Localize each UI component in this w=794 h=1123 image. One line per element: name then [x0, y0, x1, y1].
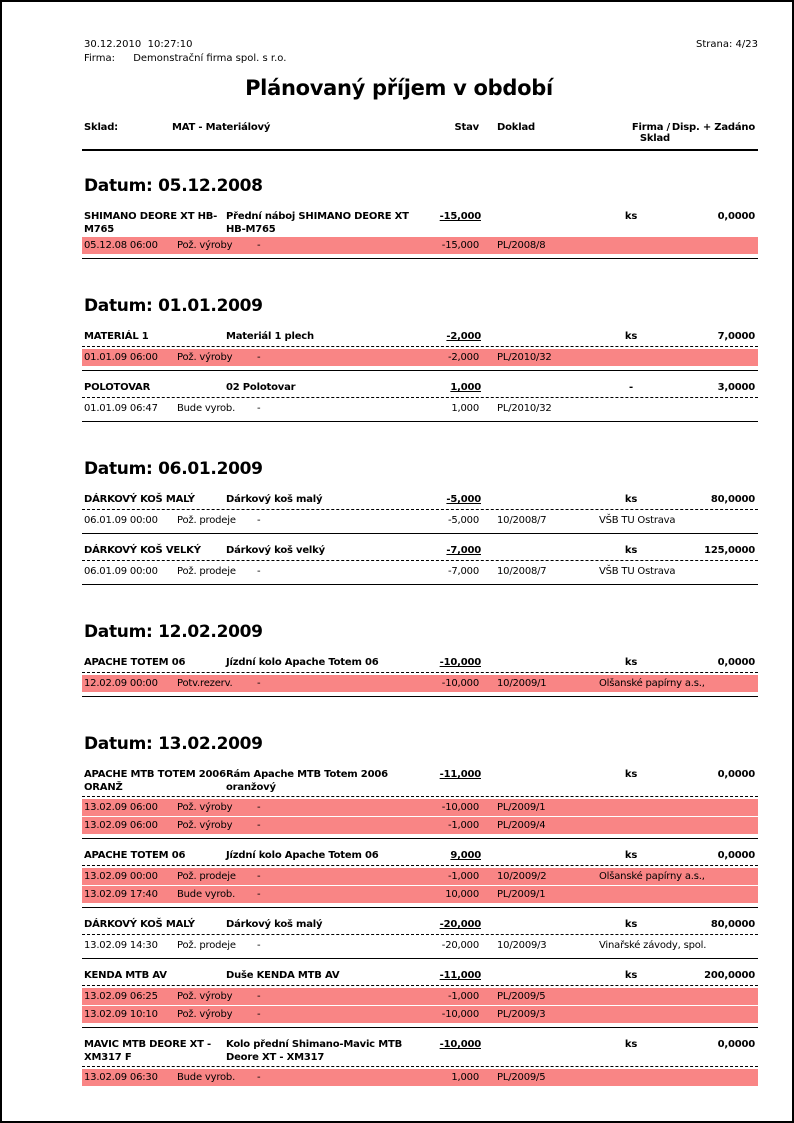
- detail-firma-sklad: [599, 351, 755, 364]
- detail-doklad: PL/2010/32: [497, 403, 552, 414]
- detail-datetime: 01.01.09 06:00: [84, 352, 158, 363]
- detail-row: [82, 799, 758, 816]
- detail-stav-value: -15,000: [441, 240, 479, 251]
- item-row: [82, 543, 758, 559]
- date-section: [82, 176, 758, 259]
- col-header-spacer: [479, 122, 497, 144]
- detail-spacer: [479, 870, 497, 883]
- detail-dash: -: [257, 678, 261, 689]
- detail-doklad: PL/2008/8: [497, 240, 546, 251]
- item-group: [82, 492, 758, 534]
- detail-dash: -: [257, 352, 261, 363]
- item-doklad-spacer: [481, 849, 601, 863]
- detail-stav-value: -2,000: [447, 352, 479, 363]
- item-description: Duše KENDA MTB AV: [226, 970, 340, 981]
- item-code: MAVIC MTB DEORE XT - XM317 F: [84, 1039, 211, 1063]
- item-description: Jízdní kolo Apache Totem 06: [226, 657, 379, 668]
- item-disp-value: 0,0000: [717, 657, 755, 668]
- item-doklad-spacer: [481, 493, 601, 507]
- item-stav-value: 9,000: [450, 850, 481, 861]
- item-description: Dárkový koš malý: [226, 919, 323, 930]
- item-group: [82, 543, 758, 585]
- detail-datetime: 13.02.09 06:00: [84, 802, 158, 813]
- report-meta-row: [82, 38, 758, 51]
- item-disp-value: 125,0000: [704, 545, 755, 556]
- detail-stav-value: -1,000: [447, 871, 479, 882]
- item-doklad-spacer: [481, 381, 601, 395]
- item-unit: ks: [624, 545, 638, 556]
- company-row: [82, 52, 758, 66]
- item-description: Dárkový koš velký: [226, 545, 325, 556]
- detail-dash: -: [257, 802, 261, 813]
- item-code: KENDA MTB AV: [84, 970, 167, 981]
- item-disp-value: 80,0000: [710, 494, 755, 505]
- item-doklad-spacer: [481, 768, 601, 794]
- detail-type: Pož. výroby: [177, 240, 233, 251]
- detail-row: [82, 1069, 758, 1086]
- detail-spacer: [479, 565, 497, 578]
- page-number: Strana: 4/23: [696, 39, 758, 50]
- item-description: Přední náboj SHIMANO DEORE XT HB-M765: [226, 211, 409, 235]
- dashed-divider: [82, 672, 758, 673]
- item-code: DÁRKOVÝ KOŠ MALÝ: [84, 494, 195, 505]
- dashed-divider: [82, 346, 758, 347]
- item-row: [82, 1037, 758, 1065]
- date-section: [82, 622, 758, 697]
- detail-doklad: 10/2008/7: [497, 566, 547, 577]
- date-heading: Datum: 05.12.2008: [84, 176, 263, 196]
- detail-doklad: 10/2008/7: [497, 515, 547, 526]
- detail-dash: -: [257, 940, 261, 951]
- detail-datetime: 13.02.09 14:30: [84, 940, 158, 951]
- detail-firma-sklad: [599, 402, 755, 415]
- item-stav-value: -2,000: [446, 331, 481, 342]
- item-unit: ks: [624, 494, 638, 505]
- item-unit: ks: [624, 970, 638, 981]
- detail-datetime: 13.02.09 00:00: [84, 871, 158, 882]
- detail-type: Bude vyrob.: [177, 889, 236, 900]
- item-row: [82, 968, 758, 984]
- item-stav-value: -20,000: [439, 919, 481, 930]
- detail-row: [82, 675, 758, 692]
- item-description: Kolo přední Shimano-Mavic MTB Deore XT - XM317: [226, 1039, 402, 1063]
- item-stav-value: -11,000: [439, 769, 481, 780]
- detail-type: Bude vyrob.: [177, 1072, 236, 1083]
- dashed-divider: [82, 865, 758, 866]
- item-doklad-spacer: [481, 544, 601, 558]
- item-disp-value: 200,0000: [704, 970, 755, 981]
- item-unit: ks: [624, 331, 638, 342]
- detail-row: [82, 817, 758, 834]
- detail-doklad: PL/2009/1: [497, 889, 546, 900]
- detail-dash: -: [257, 515, 261, 526]
- detail-stav-value: -20,000: [441, 940, 479, 951]
- detail-firma-sklad: VŠB TU Ostrava: [599, 515, 676, 526]
- detail-doklad: PL/2010/32: [497, 352, 552, 363]
- item-row: [82, 767, 758, 795]
- item-disp-value: 0,0000: [717, 850, 755, 861]
- detail-type: Pož. výroby: [177, 1009, 233, 1020]
- detail-dash: -: [257, 1072, 261, 1083]
- item-disp-value: 3,0000: [717, 382, 755, 393]
- detail-datetime: 13.02.09 10:10: [84, 1009, 158, 1020]
- detail-doklad: 10/2009/1: [497, 678, 547, 689]
- detail-doklad: PL/2009/5: [497, 1072, 546, 1083]
- print-datetime: 30.12.2010 10:27:10: [84, 39, 193, 50]
- detail-stav-value: 1,000: [451, 403, 479, 414]
- item-code: APACHE MTB TOTEM 2006 ORANŽ: [84, 769, 226, 793]
- detail-doklad: 10/2009/3: [497, 940, 547, 951]
- detail-stav-value: -7,000: [447, 566, 479, 577]
- detail-firma-sklad: [599, 239, 755, 252]
- detail-dash: -: [257, 991, 261, 1002]
- item-disp-value: 0,0000: [717, 211, 755, 222]
- col-header-disp-zadano: Disp. + Zadáno: [671, 122, 755, 133]
- item-unit: ks: [624, 657, 638, 668]
- detail-row: [82, 886, 758, 903]
- item-code: MATERIÁL 1: [84, 331, 149, 342]
- item-stav-value: -10,000: [439, 657, 481, 668]
- detail-type: Pož. prodeje: [177, 515, 236, 526]
- detail-firma-sklad: [599, 1008, 755, 1021]
- detail-stav-value: -10,000: [441, 1009, 479, 1020]
- detail-type: Pož. prodeje: [177, 566, 236, 577]
- detail-spacer: [479, 990, 497, 1003]
- item-description: Dárkový koš malý: [226, 494, 323, 505]
- detail-stav-value: 1,000: [451, 1072, 479, 1083]
- detail-row: [82, 868, 758, 885]
- detail-row: [82, 512, 758, 529]
- detail-datetime: 01.01.09 06:47: [84, 403, 158, 414]
- detail-doklad: PL/2009/5: [497, 991, 546, 1002]
- detail-datetime: 13.02.09 06:30: [84, 1072, 158, 1083]
- dashed-divider: [82, 985, 758, 986]
- item-row: [82, 209, 758, 237]
- detail-row: [82, 1006, 758, 1023]
- item-row: [82, 655, 758, 671]
- detail-dash: -: [257, 1009, 261, 1020]
- detail-spacer: [479, 888, 497, 901]
- detail-dash: -: [257, 889, 261, 900]
- item-code: POLOTOVAR: [84, 382, 151, 393]
- item-disp-value: 7,0000: [717, 331, 755, 342]
- date-heading: Datum: 13.02.2009: [84, 734, 263, 754]
- date-section: [82, 296, 758, 422]
- date-heading: Datum: 06.01.2009: [84, 459, 263, 479]
- item-row: [82, 380, 758, 396]
- dashed-divider: [82, 397, 758, 398]
- item-code: APACHE TOTEM 06: [84, 850, 186, 861]
- warehouse-value: MAT - Materiálový: [172, 122, 271, 133]
- report-content: [82, 38, 758, 1086]
- date-heading: Datum: 01.01.2009: [84, 296, 263, 316]
- detail-firma-sklad: [599, 990, 755, 1003]
- detail-row: [82, 988, 758, 1005]
- dashed-divider: [82, 934, 758, 935]
- detail-firma-sklad: [599, 819, 755, 832]
- detail-row: [82, 563, 758, 580]
- detail-firma-sklad: [599, 1071, 755, 1084]
- detail-dash: -: [257, 871, 261, 882]
- detail-stav-value: 10,000: [445, 889, 479, 900]
- dashed-divider: [82, 509, 758, 510]
- detail-dash: -: [257, 566, 261, 577]
- item-description: 02 Polotovar: [226, 382, 296, 393]
- item-doklad-spacer: [481, 330, 601, 344]
- detail-datetime: 06.01.09 00:00: [84, 515, 158, 526]
- item-code: DÁRKOVÝ KOŠ VELKÝ: [84, 545, 201, 556]
- detail-datetime: 13.02.09 06:00: [84, 820, 158, 831]
- item-doklad-spacer: [481, 656, 601, 670]
- warehouse-label: Sklad:: [84, 122, 118, 133]
- detail-spacer: [479, 351, 497, 364]
- detail-spacer: [479, 801, 497, 814]
- detail-type: Pož. výroby: [177, 820, 233, 831]
- detail-spacer: [479, 1071, 497, 1084]
- item-stav-value: -10,000: [439, 1039, 481, 1050]
- detail-doklad: PL/2009/1: [497, 802, 546, 813]
- detail-type: Pož. prodeje: [177, 871, 236, 882]
- dashed-divider: [82, 796, 758, 797]
- detail-stav-value: -5,000: [447, 515, 479, 526]
- detail-row: [82, 400, 758, 417]
- item-description: Materiál 1 plech: [226, 331, 314, 342]
- item-doklad-spacer: [481, 210, 601, 236]
- item-unit: ks: [624, 919, 638, 930]
- item-description: Rám Apache MTB Totem 2006 oranžový: [226, 769, 388, 793]
- item-group: [82, 848, 758, 908]
- item-code: DÁRKOVÝ KOŠ MALÝ: [84, 919, 195, 930]
- detail-datetime: 12.02.09 00:00: [84, 678, 158, 689]
- detail-type: Bude vyrob.: [177, 403, 236, 414]
- detail-datetime: 05.12.08 06:00: [84, 240, 158, 251]
- item-unit: ks: [624, 211, 638, 222]
- date-section: [82, 734, 758, 1086]
- item-group: [82, 767, 758, 839]
- detail-doklad: PL/2009/3: [497, 1009, 546, 1020]
- item-doklad-spacer: [481, 918, 601, 932]
- detail-spacer: [479, 677, 497, 690]
- detail-type: Potv.rezerv.: [177, 678, 233, 689]
- item-unit: ks: [624, 1039, 638, 1050]
- date-heading: Datum: 12.02.2009: [84, 622, 263, 642]
- detail-row: [82, 349, 758, 366]
- item-disp-value: 80,0000: [710, 919, 755, 930]
- item-group: [82, 917, 758, 959]
- detail-spacer: [479, 1008, 497, 1021]
- item-group: [82, 329, 758, 371]
- detail-spacer: [479, 514, 497, 527]
- detail-dash: -: [257, 403, 261, 414]
- col-header-stav: Stav: [454, 122, 479, 133]
- detail-dash: -: [257, 240, 261, 251]
- detail-spacer: [479, 819, 497, 832]
- detail-doklad: PL/2009/4: [497, 820, 546, 831]
- item-stav-value: -5,000: [446, 494, 481, 505]
- detail-type: Pož. prodeje: [177, 940, 236, 951]
- item-doklad-spacer: [481, 969, 601, 983]
- item-unit: ks: [624, 850, 638, 861]
- detail-firma-sklad: [599, 888, 755, 901]
- item-stav-value: -11,000: [439, 970, 481, 981]
- detail-spacer: [479, 939, 497, 952]
- item-group: [82, 968, 758, 1028]
- table-column-header: [82, 122, 758, 151]
- item-code: SHIMANO DEORE XT HB-M765: [84, 211, 218, 235]
- item-description: Jízdní kolo Apache Totem 06: [226, 850, 379, 861]
- detail-doklad: 10/2009/2: [497, 871, 547, 882]
- dashed-divider: [82, 560, 758, 561]
- item-row: [82, 329, 758, 345]
- detail-stav-value: -1,000: [447, 820, 479, 831]
- date-sections: [82, 176, 758, 1086]
- detail-row: [82, 237, 758, 254]
- item-group: [82, 209, 758, 259]
- detail-datetime: 06.01.09 00:00: [84, 566, 158, 577]
- date-section: [82, 459, 758, 585]
- detail-firma-sklad: [599, 801, 755, 814]
- item-doklad-spacer: [481, 1038, 601, 1064]
- item-stav-value: -7,000: [446, 545, 481, 556]
- detail-firma-sklad: Olšanské papírny a.s.,: [599, 871, 705, 882]
- detail-stav-value: -10,000: [441, 678, 479, 689]
- company-name: Demonstrační firma spol. s r.o.: [133, 53, 287, 64]
- detail-type: Pož. výroby: [177, 991, 233, 1002]
- detail-type: Pož. výroby: [177, 352, 233, 363]
- item-disp-value: 0,0000: [717, 1039, 755, 1050]
- detail-spacer: [479, 402, 497, 415]
- item-row: [82, 492, 758, 508]
- detail-datetime: 13.02.09 06:25: [84, 991, 158, 1002]
- item-stav-value: 1,000: [450, 382, 481, 393]
- detail-firma-sklad: Olšanské papírny a.s.,: [599, 678, 705, 689]
- detail-row: [82, 937, 758, 954]
- detail-datetime: 13.02.09 17:40: [84, 889, 158, 900]
- detail-stav-value: -1,000: [447, 991, 479, 1002]
- item-row: [82, 848, 758, 864]
- col-header-firma-sklad: Firma / Sklad: [631, 122, 670, 144]
- detail-stav-value: -10,000: [441, 802, 479, 813]
- item-group: [82, 1037, 758, 1086]
- item-row: [82, 917, 758, 933]
- report-title: Plánovaný příjem v období: [245, 76, 553, 100]
- item-group: [82, 655, 758, 697]
- col-header-doklad: Doklad: [497, 122, 535, 133]
- detail-type: Pož. výroby: [177, 802, 233, 813]
- item-group: [82, 380, 758, 422]
- dashed-divider: [82, 1066, 758, 1067]
- item-stav-value: -15,000: [439, 211, 481, 222]
- item-disp-value: 0,0000: [717, 769, 755, 780]
- detail-dash: -: [257, 820, 261, 831]
- company-label: Firma:: [84, 53, 115, 64]
- detail-firma-sklad: VŠB TU Ostrava: [599, 566, 676, 577]
- detail-spacer: [479, 239, 497, 252]
- detail-firma-sklad: Vinařské závody, spol.: [599, 940, 707, 951]
- item-code: APACHE TOTEM 06: [84, 657, 186, 668]
- item-unit: -: [629, 382, 633, 393]
- item-unit: ks: [624, 769, 638, 780]
